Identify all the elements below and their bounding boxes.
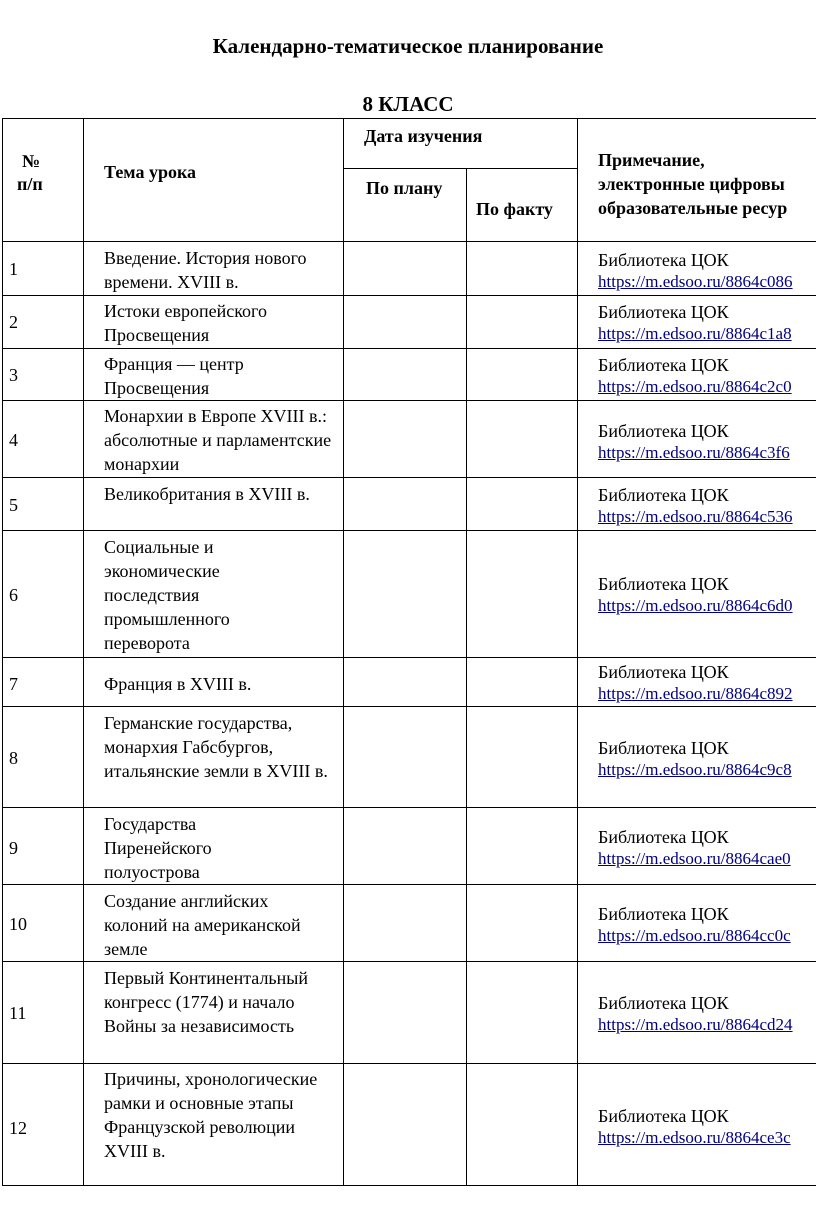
table-border-bottom <box>2 1185 816 1186</box>
row-note <box>598 825 791 869</box>
row-note <box>598 419 790 463</box>
row-topic: Социальные и экономические последствия промышленного переворота <box>104 537 230 653</box>
row-note <box>598 660 793 704</box>
row-line <box>2 477 816 478</box>
row-line <box>2 706 816 707</box>
row-topic: Великобритания в XVIII в. <box>104 484 310 504</box>
library-label: Библиотека ЦОК <box>598 904 729 924</box>
table-border-left <box>2 118 3 1186</box>
header-plan: По плану <box>366 178 443 198</box>
date-header-divider <box>343 168 577 169</box>
row-num: 5 <box>9 495 18 515</box>
row-note <box>598 902 791 946</box>
row-line <box>2 961 816 962</box>
resource-link[interactable]: https://m.edsoo.ru/8864c1a8 <box>598 324 792 343</box>
library-label: Библиотека ЦОК <box>598 574 729 594</box>
row-note <box>598 353 792 397</box>
resource-link[interactable]: https://m.edsoo.ru/8864c086 <box>598 272 793 291</box>
document-subtitle: 8 КЛАСС <box>362 92 454 116</box>
resource-link[interactable]: https://m.edsoo.ru/8864cd24 <box>598 1015 793 1034</box>
library-label: Библиотека ЦОК <box>598 1106 729 1126</box>
library-label: Библиотека ЦОК <box>598 355 729 375</box>
row-line <box>2 884 816 885</box>
row-note <box>598 572 793 616</box>
row-num: 2 <box>9 312 18 332</box>
row-line <box>2 400 816 401</box>
row-topic: Франция — центр Просвещения <box>104 354 244 398</box>
row-num: 6 <box>9 585 18 605</box>
row-num: 7 <box>9 674 18 694</box>
library-label: Библиотека ЦОК <box>598 485 729 505</box>
resource-link[interactable]: https://m.edsoo.ru/8864c6d0 <box>598 596 793 615</box>
resource-link[interactable]: https://m.edsoo.ru/8864c892 <box>598 684 793 703</box>
header-note-line2: электронные цифровы <box>598 174 785 194</box>
row-note <box>598 991 793 1035</box>
library-label: Библиотека ЦОК <box>598 302 729 322</box>
resource-link[interactable]: https://m.edsoo.ru/8864c3f6 <box>598 443 790 462</box>
row-num: 1 <box>9 259 18 279</box>
row-topic: Первый Континентальный конгресс (1774) и начало Войны за независимость <box>104 968 308 1036</box>
document-title: Календарно-тематическое планирование <box>212 34 604 58</box>
col-divider-fact <box>577 118 578 1186</box>
row-note <box>598 248 793 292</box>
library-label: Библиотека ЦОК <box>598 662 729 682</box>
resource-link[interactable]: https://m.edsoo.ru/8864cae0 <box>598 849 791 868</box>
resource-link[interactable]: https://m.edsoo.ru/8864c9c8 <box>598 760 792 779</box>
header-note-line1: Примечание, <box>598 150 705 170</box>
row-line <box>2 1063 816 1064</box>
header-note-line3: образовательные ресур <box>598 198 788 218</box>
row-note <box>598 483 793 527</box>
row-num: 3 <box>9 365 18 385</box>
resource-link[interactable]: https://m.edsoo.ru/8864ce3c <box>598 1128 791 1147</box>
row-topic: Создание английских колоний на американской земле <box>104 891 301 959</box>
row-note <box>598 1104 791 1148</box>
row-num: 4 <box>9 430 18 450</box>
row-num: 12 <box>9 1118 27 1138</box>
row-note <box>598 736 792 780</box>
header-num-label: п/п <box>17 174 43 194</box>
row-line <box>2 295 816 296</box>
library-label: Библиотека ЦОК <box>598 827 729 847</box>
library-label: Библиотека ЦОК <box>598 421 729 441</box>
col-divider-topic <box>343 118 344 1186</box>
row-note <box>598 300 792 344</box>
resource-link[interactable]: https://m.edsoo.ru/8864c2c0 <box>598 377 792 396</box>
row-topic: Государства Пиренейского полуострова <box>104 814 212 882</box>
row-num: 11 <box>9 1003 27 1023</box>
library-label: Библиотека ЦОК <box>598 250 729 270</box>
table-border-top <box>2 118 816 119</box>
row-line <box>2 657 816 658</box>
header-fact: По факту <box>476 199 553 219</box>
row-num: 9 <box>9 838 18 858</box>
row-line <box>2 807 816 808</box>
row-topic: Введение. История нового времени. XVIII в. <box>104 248 307 292</box>
header-bottom-line <box>2 241 816 242</box>
row-topic: Монархии в Европе XVIII в.: абсолютные и парламентские монархии <box>104 406 332 474</box>
row-line <box>2 530 816 531</box>
row-num: 8 <box>9 748 18 768</box>
resource-link[interactable]: https://m.edsoo.ru/8864cc0c <box>598 926 791 945</box>
resource-link[interactable]: https://m.edsoo.ru/8864c536 <box>598 507 793 526</box>
row-topic: Франция в XVIII в. <box>104 674 252 694</box>
header-date: Дата изучения <box>364 126 483 146</box>
row-line <box>2 348 816 349</box>
row-num: 10 <box>9 914 27 934</box>
header-topic: Тема урока <box>104 162 197 182</box>
col-divider-plan <box>466 168 467 1186</box>
library-label: Библиотека ЦОК <box>598 993 729 1013</box>
header-num-symbol: № <box>22 151 41 171</box>
col-divider-num <box>83 118 84 1186</box>
row-topic: Причины, хронологические рамки и основные этапы Французской революции XVIII в. <box>104 1069 318 1161</box>
row-topic: Истоки европейского Просвещения <box>104 301 267 345</box>
row-topic: Германские государства, монархия Габсбургов, итальянские земли в XVIII в. <box>104 713 328 781</box>
library-label: Библиотека ЦОК <box>598 738 729 758</box>
